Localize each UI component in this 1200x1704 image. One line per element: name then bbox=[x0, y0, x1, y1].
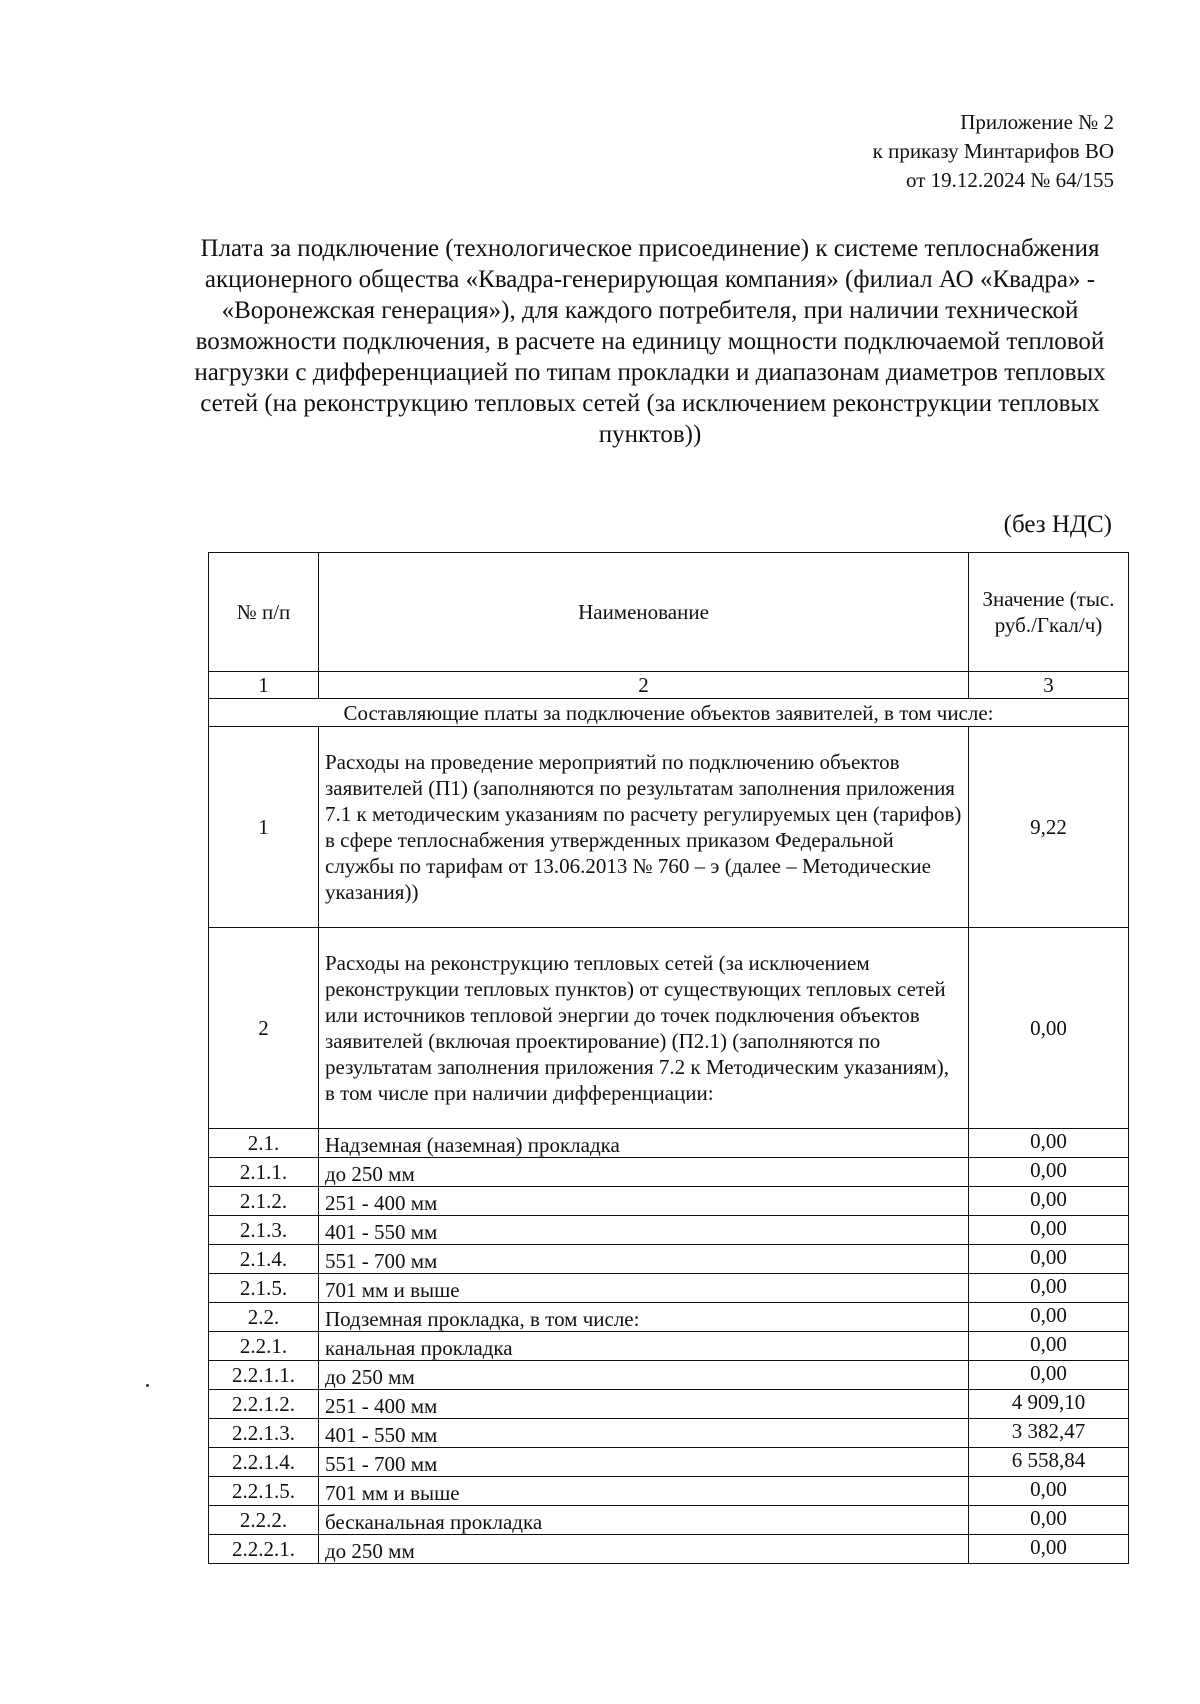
row-num: 2.2. bbox=[209, 1303, 319, 1332]
table-row bbox=[209, 928, 1129, 1129]
row-num: 2.2.1.5. bbox=[209, 1477, 319, 1506]
index-col-3: 3 bbox=[969, 672, 1129, 699]
table-row bbox=[209, 727, 1129, 928]
section-label: Составляющие платы за подключение объектов заявителей, в том числе: bbox=[209, 699, 1129, 727]
row-num: 2.1.2. bbox=[209, 1187, 319, 1216]
row-num: 2.2.1. bbox=[209, 1332, 319, 1361]
table-row bbox=[209, 1535, 1129, 1564]
row-value: 4 909,10 bbox=[969, 1390, 1129, 1419]
row-name: 701 мм и выше bbox=[319, 1274, 969, 1303]
row-value: 0,00 bbox=[969, 1274, 1129, 1303]
row-num: 1 bbox=[209, 727, 319, 928]
table-row bbox=[209, 1332, 1129, 1361]
row-value: 0,00 bbox=[969, 1216, 1129, 1245]
row-name: 551 - 700 мм bbox=[319, 1448, 969, 1477]
table-row bbox=[209, 1158, 1129, 1187]
row-value: 0,00 bbox=[969, 1245, 1129, 1274]
row-name: Расходы на проведение мероприятий по подключению объектов заявителей (П1) (заполняются по результатам заполнения приложения 7.1 к методическим указаниям по расчету регулируемых цен (тарифов) в сфере теплоснабжения утвержденных приказом Федеральной службы по тарифам от 13.06.2013 № 760 – э (далее – Методические указания)) bbox=[319, 727, 969, 928]
row-num: 2.1. bbox=[209, 1129, 319, 1158]
table-index-row bbox=[209, 672, 1129, 699]
row-value: 6 558,84 bbox=[969, 1448, 1129, 1477]
appendix-number: Приложение № 2 bbox=[960, 110, 1114, 134]
index-col-1: 1 bbox=[209, 672, 319, 699]
row-name: 251 - 400 мм bbox=[319, 1390, 969, 1419]
table-row bbox=[209, 1506, 1129, 1535]
row-value: 0,00 bbox=[969, 928, 1129, 1129]
row-name: 401 - 550 мм bbox=[319, 1419, 969, 1448]
row-value: 9,22 bbox=[969, 727, 1129, 928]
row-name: канальная прокладка bbox=[319, 1332, 969, 1361]
row-value: 0,00 bbox=[969, 1506, 1129, 1535]
row-value: 0,00 bbox=[969, 1332, 1129, 1361]
row-name: Подземная прокладка, в том числе: bbox=[319, 1303, 969, 1332]
row-value: 0,00 bbox=[969, 1187, 1129, 1216]
row-value: 0,00 bbox=[969, 1535, 1129, 1564]
row-num: 2.2.2.1. bbox=[209, 1535, 319, 1564]
scan-speck bbox=[146, 1384, 149, 1387]
row-name: Надземная (наземная) прокладка bbox=[319, 1129, 969, 1158]
row-name: 701 мм и выше bbox=[319, 1477, 969, 1506]
row-value: 0,00 bbox=[969, 1361, 1129, 1390]
row-num: 2.1.5. bbox=[209, 1274, 319, 1303]
row-num: 2.1.4. bbox=[209, 1245, 319, 1274]
row-name: до 250 мм bbox=[319, 1158, 969, 1187]
table-header-row bbox=[209, 553, 1129, 672]
table-row bbox=[209, 1187, 1129, 1216]
header-name: Наименование bbox=[319, 553, 969, 672]
row-num: 2 bbox=[209, 928, 319, 1129]
table-row bbox=[209, 1361, 1129, 1390]
table-row bbox=[209, 1303, 1129, 1332]
fee-table bbox=[208, 552, 1129, 1564]
table-row bbox=[209, 1245, 1129, 1274]
row-name: 551 - 700 мм bbox=[319, 1245, 969, 1274]
document-header bbox=[873, 108, 1114, 195]
header-value: Значение (тыс. руб./Гкал/ч) bbox=[969, 553, 1129, 672]
section-row bbox=[209, 699, 1129, 727]
order-reference: к приказу Минтарифов ВО bbox=[872, 139, 1114, 163]
row-name: 251 - 400 мм bbox=[319, 1187, 969, 1216]
row-num: 2.2.1.1. bbox=[209, 1361, 319, 1390]
table-row bbox=[209, 1129, 1129, 1158]
vat-note: (без НДС) bbox=[1003, 511, 1112, 538]
document-title: Плата за подключение (технологическое присоединение) к системе теплоснабжения акционерного общества «Квадра-генерирующая компания» (филиал АО «Квадра» - «Воронежская генерация»), для каждого потребителя, при наличии технической возможности подключения, в расчете на единицу мощности подключаемой тепловой нагрузки с дифференциацией по типам прокладки и диапазонам диаметров тепловых сетей (на реконструкцию тепловых сетей (за исключением реконструкции тепловых пунктов)) bbox=[194, 235, 1106, 448]
row-num: 2.2.2. bbox=[209, 1506, 319, 1535]
row-name: Расходы на реконструкцию тепловых сетей (за исключением реконструкции тепловых пунктов) от существующих тепловых сетей или источников тепловой энергии до точек подключения объектов заявителей (включая проектирование) (П2.1) (заполняются по результатам заполнения приложения 7.2 к Методическим указаниям), в том числе при наличии дифференциации: bbox=[319, 928, 969, 1129]
row-name: до 250 мм bbox=[319, 1535, 969, 1564]
table-row bbox=[209, 1448, 1129, 1477]
header-num: № п/п bbox=[209, 553, 319, 672]
row-name: до 250 мм bbox=[319, 1361, 969, 1390]
row-value: 0,00 bbox=[969, 1158, 1129, 1187]
row-num: 2.2.1.3. bbox=[209, 1419, 319, 1448]
row-value: 3 382,47 bbox=[969, 1419, 1129, 1448]
table-row bbox=[209, 1477, 1129, 1506]
row-value: 0,00 bbox=[969, 1477, 1129, 1506]
row-num: 2.2.1.4. bbox=[209, 1448, 319, 1477]
row-value: 0,00 bbox=[969, 1303, 1129, 1332]
table-row bbox=[209, 1216, 1129, 1245]
row-num: 2.2.1.2. bbox=[209, 1390, 319, 1419]
table-row bbox=[209, 1390, 1129, 1419]
index-col-2: 2 bbox=[319, 672, 969, 699]
row-name: бесканальная прокладка bbox=[319, 1506, 969, 1535]
table-row bbox=[209, 1274, 1129, 1303]
row-value: 0,00 bbox=[969, 1129, 1129, 1158]
row-num: 2.1.3. bbox=[209, 1216, 319, 1245]
order-date: от 19.12.2024 № 64/155 bbox=[905, 168, 1114, 192]
row-name: 401 - 550 мм bbox=[319, 1216, 969, 1245]
table-row bbox=[209, 1419, 1129, 1448]
row-num: 2.1.1. bbox=[209, 1158, 319, 1187]
